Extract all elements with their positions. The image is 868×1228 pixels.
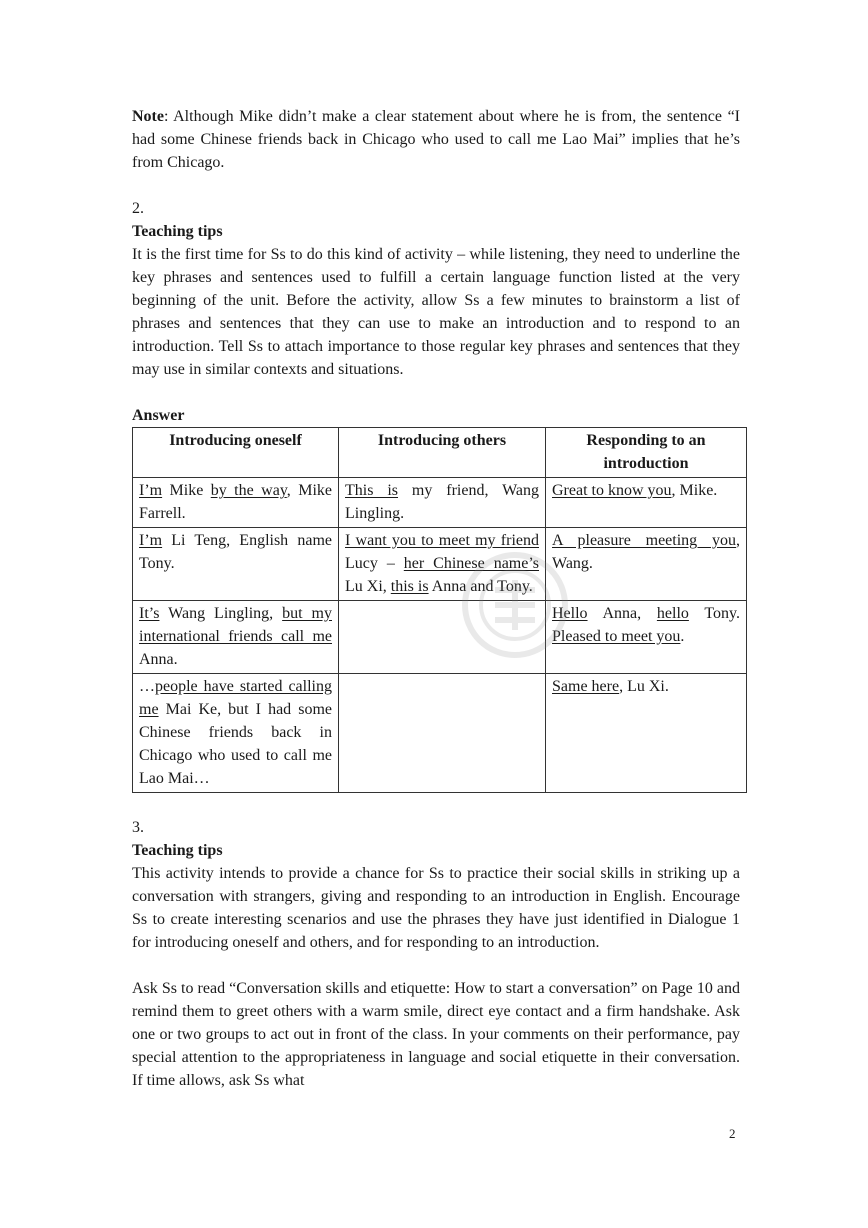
cell-text: my friend, Wang Lingling. — [345, 482, 539, 522]
underlined-phrase: people have started calling me — [139, 678, 332, 718]
answer-table — [132, 427, 747, 793]
table-row — [133, 478, 747, 528]
underlined-phrase: I want you to meet my friend — [345, 532, 539, 549]
cell-text: Mike — [162, 482, 211, 499]
page-number: 2 — [729, 1126, 736, 1141]
underlined-phrase: her Chinese name’s — [403, 555, 540, 572]
cell-text: Tony. — [688, 605, 740, 622]
table-cell — [546, 528, 747, 601]
note-paragraph — [132, 105, 740, 174]
header-introducing-oneself: Introducing oneself — [133, 428, 339, 478]
table-cell — [339, 674, 546, 793]
cell-text: … — [139, 678, 155, 695]
table-cell — [546, 478, 747, 528]
table-cell — [546, 601, 747, 674]
section-3-number: 3. — [132, 819, 144, 836]
table-cell — [133, 674, 339, 793]
cell-text: Anna and Tony. — [428, 578, 533, 595]
underlined-phrase: but my international friends call me — [139, 605, 332, 645]
header-responding: Responding to an introduction — [546, 428, 747, 478]
table-row — [133, 674, 747, 793]
watermark-seal-icon — [455, 545, 575, 665]
section-2-number: 2. — [132, 200, 144, 217]
cell-text: Wang Lingling, — [159, 605, 283, 622]
table-cell — [133, 601, 339, 674]
cell-text: Lu Xi, — [345, 578, 391, 595]
cell-text: , Mike Farrell. — [139, 482, 332, 522]
underlined-phrase: I’m — [139, 482, 163, 499]
underlined-phrase: Same here — [552, 678, 620, 695]
underlined-phrase: by the way — [210, 482, 287, 499]
table-row — [133, 601, 747, 674]
underlined-phrase: A pleasure meeting you — [552, 532, 736, 549]
answer-table-body — [133, 478, 747, 793]
underlined-phrase: It’s — [139, 605, 160, 622]
header-introducing-others: Introducing others — [339, 428, 546, 478]
note-text: : Although Mike didn’t make a clear statement about where he is from, the sentence “I had some Chinese friends back in Chicago who used to call me Lao Mai” implies that he’s from Chicago. — [132, 108, 740, 171]
underlined-phrase: this is — [390, 578, 429, 595]
cell-text: Lucy – — [345, 555, 404, 572]
underlined-phrase: I’m — [139, 532, 163, 549]
answer-table-header-row — [133, 428, 747, 478]
cell-text: , Wang. — [552, 532, 740, 572]
cell-text: Li Teng, English name Tony. — [139, 532, 332, 572]
table-cell — [339, 478, 546, 528]
underlined-phrase: This is — [345, 482, 399, 499]
underlined-phrase: Great to know you — [552, 482, 672, 499]
answer-label: Answer — [132, 407, 185, 424]
document-page — [132, 105, 740, 1092]
underlined-phrase: hello — [656, 605, 689, 622]
cell-text: Mai Ke, but I had some Chinese friends back in Chicago who used to call me Lao Mai… — [139, 701, 332, 787]
section-3-paragraph-2: Ask Ss to read “Conversation skills and etiquette: How to start a conversation” on Page 10 and remind them to greet others with a warm smile, direct eye contact and a firm handshake. Ask one or two groups to act out in front of the class. In your comments on their performance, pay special attention to the appropriateness in language and social etiquette in their conversation. If time allows, ask Ss what — [132, 980, 740, 1089]
underlined-phrase: Pleased to meet you — [552, 628, 681, 645]
section-3-paragraph-1: This activity intends to provide a chance for Ss to practice their social skills in striking up a conversation with strangers, giving and responding to an introduction in English. Encourage Ss to create interesting scenarios and use the phrases they have just identified in Dialogue 1 for introducing oneself and others, and for responding to an introduction. — [132, 865, 740, 951]
table-cell — [133, 478, 339, 528]
table-cell — [133, 528, 339, 601]
cell-text: , Lu Xi. — [619, 678, 669, 695]
underlined-phrase: Hello — [552, 605, 588, 622]
section-2-body: It is the first time for Ss to do this kind of activity – while listening, they need to underline the key phrases and sentences used to fulfill a certain language function listed at the very beginning of the unit. Before the activity, allow Ss a few minutes to brainstorm a list of phrases and sentences that they can use to make an introduction and to respond to an introduction. Tell Ss to attach importance to those regular key phrases and sentences that they may use in similar contexts and situations. — [132, 246, 740, 378]
cell-text: , Mike. — [671, 482, 718, 499]
table-cell — [546, 674, 747, 793]
section-3-heading: Teaching tips — [132, 842, 223, 859]
cell-text: Anna. — [139, 651, 178, 668]
table-row — [133, 528, 747, 601]
note-label: Note — [132, 108, 164, 125]
cell-text: Anna, — [587, 605, 657, 622]
section-2-heading: Teaching tips — [132, 223, 223, 240]
cell-text: . — [680, 628, 685, 645]
